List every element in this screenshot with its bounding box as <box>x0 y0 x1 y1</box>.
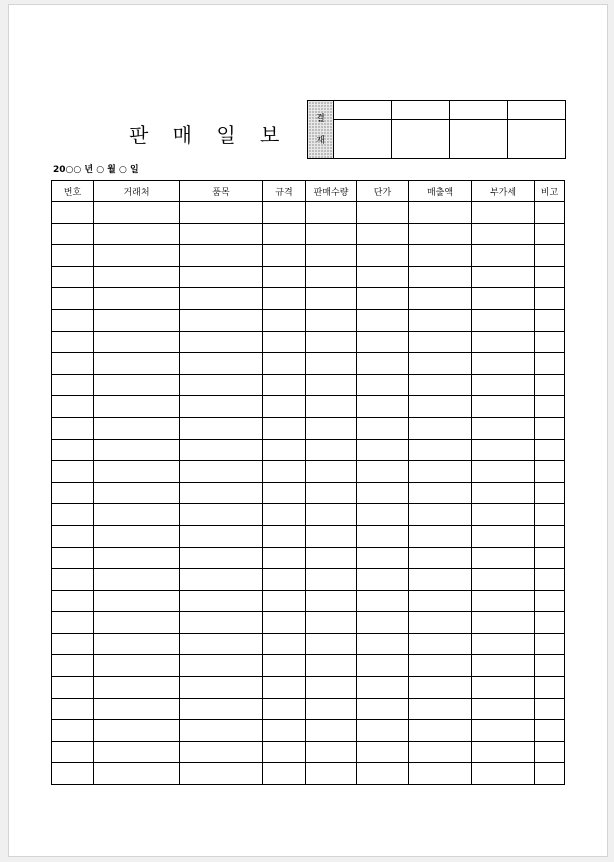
table-cell[interactable] <box>535 245 565 267</box>
table-row <box>52 525 565 547</box>
approval-title-cell[interactable] <box>334 101 392 120</box>
table-cell[interactable] <box>263 288 306 310</box>
table-cell[interactable] <box>535 612 565 634</box>
table-cell[interactable] <box>263 547 306 569</box>
table-cell[interactable] <box>535 547 565 569</box>
table-cell[interactable] <box>409 309 472 331</box>
table-row <box>52 655 565 677</box>
table-cell[interactable] <box>306 223 357 245</box>
table-cell[interactable] <box>535 374 565 396</box>
table-cell[interactable] <box>180 245 263 267</box>
table-row <box>52 677 565 699</box>
table-cell[interactable] <box>263 633 306 655</box>
table-cell[interactable] <box>52 461 94 483</box>
table-cell[interactable] <box>535 698 565 720</box>
table-cell[interactable] <box>52 590 94 612</box>
table-cell[interactable] <box>535 461 565 483</box>
table-cell[interactable] <box>535 504 565 526</box>
table-cell[interactable] <box>180 353 263 375</box>
table-cell[interactable] <box>263 266 306 288</box>
table-cell[interactable] <box>94 417 180 439</box>
table-cell[interactable] <box>263 525 306 547</box>
table-cell[interactable] <box>180 698 263 720</box>
table-cell[interactable] <box>409 245 472 267</box>
table-cell[interactable] <box>472 590 535 612</box>
table-cell[interactable] <box>263 677 306 699</box>
table-cell[interactable] <box>180 202 263 224</box>
table-cell[interactable] <box>535 309 565 331</box>
table-cell[interactable] <box>409 353 472 375</box>
approval-title-cell[interactable] <box>450 101 508 120</box>
table-cell[interactable] <box>357 245 409 267</box>
header-vat: 부가세 <box>472 181 535 202</box>
table-cell[interactable] <box>52 504 94 526</box>
table-row <box>52 245 565 267</box>
table-cell[interactable] <box>263 374 306 396</box>
table-cell[interactable] <box>52 439 94 461</box>
table-cell[interactable] <box>357 309 409 331</box>
table-cell[interactable] <box>409 482 472 504</box>
table-cell[interactable] <box>535 763 565 785</box>
table-cell[interactable] <box>52 698 94 720</box>
table-cell[interactable] <box>263 417 306 439</box>
table-row <box>52 266 565 288</box>
header-unit-price: 단가 <box>357 181 409 202</box>
table-cell[interactable] <box>409 698 472 720</box>
table-cell[interactable] <box>263 612 306 634</box>
table-cell[interactable] <box>535 396 565 418</box>
table-cell[interactable] <box>263 655 306 677</box>
table-cell[interactable] <box>52 525 94 547</box>
table-cell[interactable] <box>472 331 535 353</box>
table-cell[interactable] <box>94 288 180 310</box>
approval-sign-cell[interactable] <box>392 120 450 159</box>
table-row <box>52 331 565 353</box>
table-cell[interactable] <box>472 525 535 547</box>
table-cell[interactable] <box>94 461 180 483</box>
header-number: 번호 <box>52 181 94 202</box>
table-cell[interactable] <box>94 569 180 591</box>
table-cell[interactable] <box>263 353 306 375</box>
table-cell[interactable] <box>306 245 357 267</box>
table-row <box>52 309 565 331</box>
table-cell[interactable] <box>409 223 472 245</box>
table-cell[interactable] <box>52 202 94 224</box>
approval-box <box>307 100 566 159</box>
table-row <box>52 288 565 310</box>
table-cell[interactable] <box>535 417 565 439</box>
table-cell[interactable] <box>180 396 263 418</box>
table-cell[interactable] <box>52 741 94 763</box>
table-row <box>52 223 565 245</box>
table-cell[interactable] <box>357 655 409 677</box>
table-cell[interactable] <box>357 633 409 655</box>
table-cell[interactable] <box>263 245 306 267</box>
table-cell[interactable] <box>357 590 409 612</box>
table-cell[interactable] <box>52 569 94 591</box>
table-row <box>52 633 565 655</box>
table-cell[interactable] <box>357 698 409 720</box>
table-cell[interactable] <box>263 461 306 483</box>
table-cell[interactable] <box>52 353 94 375</box>
table-cell[interactable] <box>535 266 565 288</box>
table-row <box>52 396 565 418</box>
table-cell[interactable] <box>357 612 409 634</box>
table-cell[interactable] <box>306 569 357 591</box>
table-cell[interactable] <box>94 677 180 699</box>
table-cell[interactable] <box>472 245 535 267</box>
table-cell[interactable] <box>306 741 357 763</box>
table-cell[interactable] <box>472 698 535 720</box>
table-cell[interactable] <box>535 482 565 504</box>
table-cell[interactable] <box>94 309 180 331</box>
table-cell[interactable] <box>180 309 263 331</box>
approval-title-cell[interactable] <box>392 101 450 120</box>
table-cell[interactable] <box>409 504 472 526</box>
table-cell[interactable] <box>409 655 472 677</box>
table-cell[interactable] <box>409 461 472 483</box>
table-cell[interactable] <box>180 569 263 591</box>
table-cell[interactable] <box>409 612 472 634</box>
table-cell[interactable] <box>94 396 180 418</box>
table-cell[interactable] <box>180 374 263 396</box>
table-cell[interactable] <box>263 396 306 418</box>
table-cell[interactable] <box>263 569 306 591</box>
header-item: 품목 <box>180 181 263 202</box>
table-cell[interactable] <box>357 525 409 547</box>
table-cell[interactable] <box>180 677 263 699</box>
table-cell[interactable] <box>472 569 535 591</box>
table-row <box>52 461 565 483</box>
table-cell[interactable] <box>52 720 94 742</box>
table-cell[interactable] <box>357 266 409 288</box>
table-row <box>52 417 565 439</box>
table-cell[interactable] <box>180 633 263 655</box>
document-title: 판 매 일 보 <box>129 123 289 147</box>
table-cell[interactable] <box>263 482 306 504</box>
approval-sign-cell[interactable] <box>508 120 566 159</box>
table-cell[interactable] <box>472 417 535 439</box>
table-cell[interactable] <box>306 374 357 396</box>
table-cell[interactable] <box>306 417 357 439</box>
table-cell[interactable] <box>306 202 357 224</box>
table-cell[interactable] <box>52 245 94 267</box>
table-cell[interactable] <box>535 439 565 461</box>
table-cell[interactable] <box>94 612 180 634</box>
table-cell[interactable] <box>52 266 94 288</box>
table-cell[interactable] <box>263 331 306 353</box>
table-cell[interactable] <box>535 569 565 591</box>
table-cell[interactable] <box>306 633 357 655</box>
table-cell[interactable] <box>263 763 306 785</box>
table-cell[interactable] <box>535 655 565 677</box>
table-cell[interactable] <box>472 677 535 699</box>
table-cell[interactable] <box>357 569 409 591</box>
table-cell[interactable] <box>180 439 263 461</box>
table-cell[interactable] <box>409 374 472 396</box>
table-cell[interactable] <box>357 677 409 699</box>
table-cell[interactable] <box>472 374 535 396</box>
approval-label: 결 재 <box>308 101 334 159</box>
table-cell[interactable] <box>357 331 409 353</box>
table-cell[interactable] <box>263 504 306 526</box>
table-cell[interactable] <box>306 309 357 331</box>
table-cell[interactable] <box>409 288 472 310</box>
table-row <box>52 720 565 742</box>
table-cell[interactable] <box>409 633 472 655</box>
table-cell[interactable] <box>94 266 180 288</box>
table-cell[interactable] <box>357 504 409 526</box>
table-cell[interactable] <box>263 720 306 742</box>
table-cell[interactable] <box>472 461 535 483</box>
header-client: 거래처 <box>94 181 180 202</box>
table-cell[interactable] <box>52 396 94 418</box>
header-remarks: 비고 <box>535 181 565 202</box>
table-cell[interactable] <box>472 741 535 763</box>
table-cell[interactable] <box>52 288 94 310</box>
table-row <box>52 763 565 785</box>
table-row <box>52 547 565 569</box>
table-cell[interactable] <box>94 590 180 612</box>
table-row <box>52 374 565 396</box>
date-line: 20○○ 년 ○ 월 ○ 일 <box>53 165 139 175</box>
table-cell[interactable] <box>180 590 263 612</box>
table-cell[interactable] <box>535 353 565 375</box>
table-cell[interactable] <box>409 720 472 742</box>
table-row <box>52 612 565 634</box>
table-cell[interactable] <box>409 547 472 569</box>
table-row <box>52 569 565 591</box>
table-cell[interactable] <box>357 482 409 504</box>
table-cell[interactable] <box>472 547 535 569</box>
table-row <box>52 482 565 504</box>
header-sales-amount: 매출액 <box>409 181 472 202</box>
table-cell[interactable] <box>180 763 263 785</box>
table-cell[interactable] <box>409 202 472 224</box>
table-cell[interactable] <box>306 763 357 785</box>
table-cell[interactable] <box>180 612 263 634</box>
table-cell[interactable] <box>306 720 357 742</box>
approval-sign-cell[interactable] <box>334 120 392 159</box>
table-cell[interactable] <box>535 677 565 699</box>
table-cell[interactable] <box>52 547 94 569</box>
table-cell[interactable] <box>357 396 409 418</box>
table-row <box>52 504 565 526</box>
table-cell[interactable] <box>306 482 357 504</box>
table-cell[interactable] <box>535 202 565 224</box>
table-cell[interactable] <box>94 482 180 504</box>
table-cell[interactable] <box>263 590 306 612</box>
table-cell[interactable] <box>357 720 409 742</box>
table-cell[interactable] <box>263 439 306 461</box>
table-cell[interactable] <box>357 547 409 569</box>
table-cell[interactable] <box>263 698 306 720</box>
table-cell[interactable] <box>357 288 409 310</box>
header-spec: 규격 <box>263 181 306 202</box>
table-cell[interactable] <box>472 266 535 288</box>
table-cell[interactable] <box>357 353 409 375</box>
table-cell[interactable] <box>357 417 409 439</box>
table-cell[interactable] <box>94 439 180 461</box>
table-row <box>52 741 565 763</box>
table-cell[interactable] <box>409 741 472 763</box>
table-cell[interactable] <box>306 525 357 547</box>
table-cell[interactable] <box>263 741 306 763</box>
table-cell[interactable] <box>306 331 357 353</box>
table-cell[interactable] <box>180 720 263 742</box>
table-cell[interactable] <box>94 525 180 547</box>
table-cell[interactable] <box>180 417 263 439</box>
table-row <box>52 439 565 461</box>
table-cell[interactable] <box>472 288 535 310</box>
table-cell[interactable] <box>94 547 180 569</box>
table-cell[interactable] <box>472 396 535 418</box>
header-quantity: 판매수량 <box>306 181 357 202</box>
approval-title-cell[interactable] <box>508 101 566 120</box>
table-cell[interactable] <box>535 720 565 742</box>
table-cell[interactable] <box>180 655 263 677</box>
table-cell[interactable] <box>94 202 180 224</box>
table-row <box>52 698 565 720</box>
table-cell[interactable] <box>409 266 472 288</box>
table-cell[interactable] <box>472 633 535 655</box>
table-cell[interactable] <box>94 353 180 375</box>
table-cell[interactable] <box>306 439 357 461</box>
table-cell[interactable] <box>472 763 535 785</box>
table-cell[interactable] <box>52 633 94 655</box>
table-cell[interactable] <box>306 547 357 569</box>
table-cell[interactable] <box>180 461 263 483</box>
table-cell[interactable] <box>180 525 263 547</box>
table-cell[interactable] <box>409 590 472 612</box>
table-cell[interactable] <box>94 504 180 526</box>
table-cell[interactable] <box>306 677 357 699</box>
table-cell[interactable] <box>180 288 263 310</box>
approval-sign-cell[interactable] <box>450 120 508 159</box>
table-cell[interactable] <box>472 504 535 526</box>
table-cell[interactable] <box>357 202 409 224</box>
table-cell[interactable] <box>180 331 263 353</box>
table-cell[interactable] <box>306 288 357 310</box>
table-cell[interactable] <box>535 633 565 655</box>
table-cell[interactable] <box>306 504 357 526</box>
table-cell[interactable] <box>306 655 357 677</box>
table-cell[interactable] <box>472 655 535 677</box>
table-cell[interactable] <box>180 482 263 504</box>
table-cell[interactable] <box>52 612 94 634</box>
table-cell[interactable] <box>472 202 535 224</box>
table-cell[interactable] <box>409 569 472 591</box>
table-cell[interactable] <box>535 288 565 310</box>
document-page <box>8 4 608 857</box>
table-cell[interactable] <box>357 439 409 461</box>
table-cell[interactable] <box>94 374 180 396</box>
table-cell[interactable] <box>94 245 180 267</box>
table-cell[interactable] <box>94 655 180 677</box>
table-cell[interactable] <box>306 590 357 612</box>
table-cell[interactable] <box>535 590 565 612</box>
table-cell[interactable] <box>409 417 472 439</box>
table-cell[interactable] <box>535 741 565 763</box>
table-cell[interactable] <box>535 223 565 245</box>
table-cell[interactable] <box>357 763 409 785</box>
table-cell[interactable] <box>357 741 409 763</box>
table-cell[interactable] <box>52 655 94 677</box>
table-cell[interactable] <box>357 223 409 245</box>
table-row <box>52 590 565 612</box>
table-cell[interactable] <box>306 698 357 720</box>
table-cell[interactable] <box>52 482 94 504</box>
table-cell[interactable] <box>94 633 180 655</box>
table-cell[interactable] <box>472 309 535 331</box>
table-cell[interactable] <box>94 331 180 353</box>
table-cell[interactable] <box>94 741 180 763</box>
table-cell[interactable] <box>306 266 357 288</box>
table-cell[interactable] <box>180 504 263 526</box>
table-header-row <box>52 181 565 202</box>
table-cell[interactable] <box>94 223 180 245</box>
table-cell[interactable] <box>52 223 94 245</box>
table-cell[interactable] <box>263 309 306 331</box>
table-cell[interactable] <box>409 396 472 418</box>
table-cell[interactable] <box>306 353 357 375</box>
table-cell[interactable] <box>94 698 180 720</box>
table-cell[interactable] <box>472 482 535 504</box>
table-cell[interactable] <box>357 374 409 396</box>
table-cell[interactable] <box>180 223 263 245</box>
table-cell[interactable] <box>52 677 94 699</box>
table-cell[interactable] <box>472 612 535 634</box>
table-cell[interactable] <box>263 223 306 245</box>
table-cell[interactable] <box>409 439 472 461</box>
table-cell[interactable] <box>94 763 180 785</box>
table-cell[interactable] <box>180 741 263 763</box>
sales-table <box>51 180 565 785</box>
table-cell[interactable] <box>535 331 565 353</box>
table-cell[interactable] <box>472 353 535 375</box>
table-cell[interactable] <box>472 720 535 742</box>
table-cell[interactable] <box>180 266 263 288</box>
table-cell[interactable] <box>535 525 565 547</box>
table-cell[interactable] <box>94 720 180 742</box>
table-cell[interactable] <box>52 374 94 396</box>
table-cell[interactable] <box>306 612 357 634</box>
table-cell[interactable] <box>52 331 94 353</box>
table-cell[interactable] <box>263 202 306 224</box>
table-cell[interactable] <box>472 223 535 245</box>
table-cell[interactable] <box>52 763 94 785</box>
table-cell[interactable] <box>409 331 472 353</box>
table-cell[interactable] <box>180 547 263 569</box>
table-cell[interactable] <box>52 309 94 331</box>
table-cell[interactable] <box>409 525 472 547</box>
table-row <box>52 353 565 375</box>
table-cell[interactable] <box>472 439 535 461</box>
table-cell[interactable] <box>357 461 409 483</box>
table-cell[interactable] <box>409 763 472 785</box>
table-cell[interactable] <box>52 417 94 439</box>
table-cell[interactable] <box>306 461 357 483</box>
table-cell[interactable] <box>409 677 472 699</box>
table-row <box>52 202 565 224</box>
table-cell[interactable] <box>306 396 357 418</box>
